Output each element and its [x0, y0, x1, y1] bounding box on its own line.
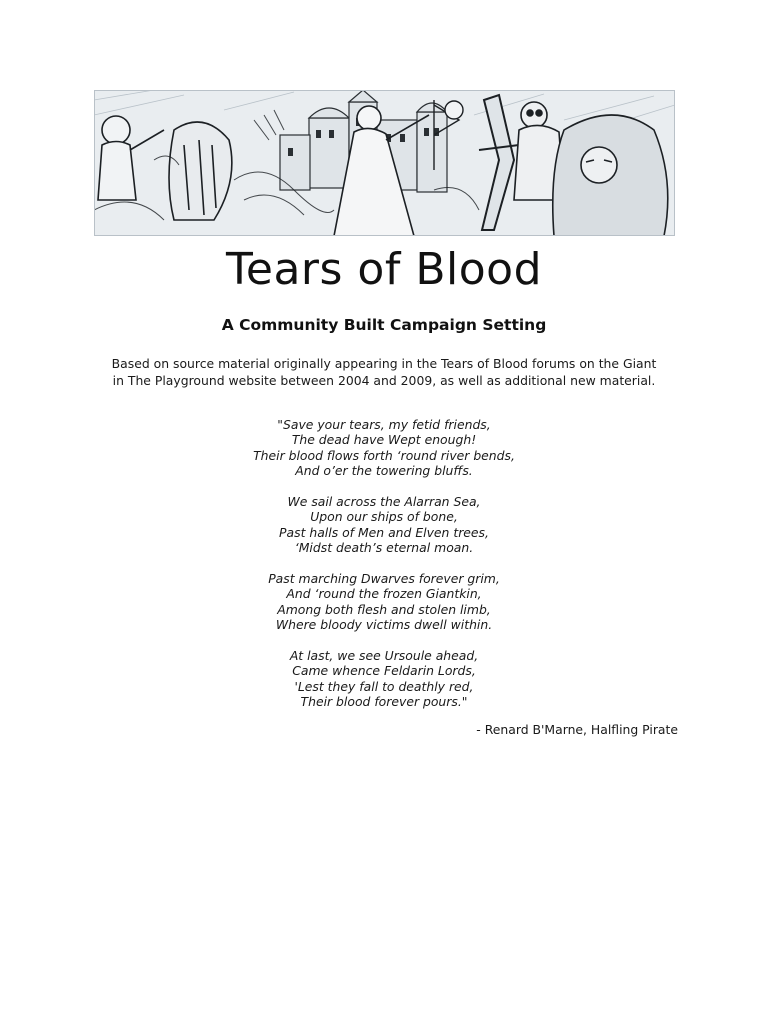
poem-line: Past halls of Men and Elven trees,: [279, 524, 489, 540]
intro-line: Based on source material originally appearing in the Tears of Blood forums on the Giant: [111, 356, 657, 371]
poem: [184, 417, 584, 725]
poem-stanza: [184, 648, 584, 710]
poem-line: And o’er the towering bluffs.: [295, 463, 473, 479]
poem-line: The dead have Wept enough!: [291, 432, 477, 448]
poem-line: Upon our ships of bone,: [310, 509, 458, 525]
poem-attribution: - Renard B'Marne, Halfling Pirate: [476, 722, 678, 737]
poem-line: 'Lest they fall to deathly red,: [294, 678, 474, 694]
page-title: Tears of Blood: [225, 244, 542, 295]
banner-illustration: [94, 90, 675, 236]
poem-line: Their blood forever pours.": [300, 694, 468, 710]
poem-stanza: [184, 494, 584, 556]
poem-line: At last, we see Ursoule ahead,: [289, 648, 479, 664]
intro-line: in The Playground website between 2004 and 2009, as well as additional new material.: [112, 373, 656, 388]
poem-line: "Save your tears, my fetid friends,: [277, 417, 491, 432]
poem-line: And ‘round the frozen Giantkin,: [286, 586, 482, 602]
poem-line: We sail across the Alarran Sea,: [287, 494, 481, 510]
poem-line: Among both flesh and stolen limb,: [277, 601, 491, 617]
poem-line: Where bloody victims dwell within.: [275, 617, 493, 633]
poem-line: Their blood flows forth ‘round river bends,: [253, 447, 515, 463]
poem-stanza: [184, 571, 584, 633]
intro-paragraph: [90, 355, 678, 389]
poem-line: Came whence Feldarin Lords,: [292, 663, 476, 679]
poem-stanza: [184, 417, 584, 479]
page-subtitle: A Community Built Campaign Setting: [221, 316, 547, 334]
battle-scene-sketch: [94, 90, 675, 236]
poem-line: ‘Midst death’s eternal moan.: [294, 540, 474, 556]
poem-line: Past marching Dwarves forever grim,: [268, 571, 500, 587]
